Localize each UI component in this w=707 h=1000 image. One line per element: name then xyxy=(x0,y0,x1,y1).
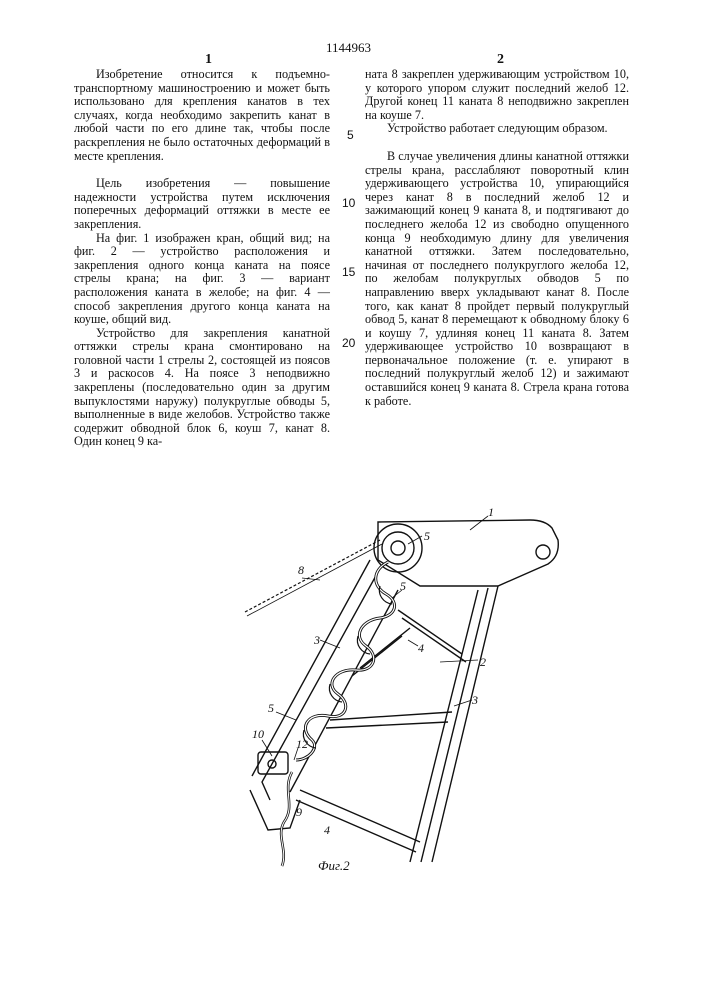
pulley-hub xyxy=(391,541,405,555)
figure-label: 4 xyxy=(418,641,424,655)
line-marker: 5 xyxy=(347,128,354,142)
figure-label: 9 xyxy=(296,805,302,819)
paragraph: Устройство для закрепления канатной оттяжки стрелы крана смонтировано на головной части 1 стрелы 2, состоящей из поясов 3 и раскосов 4. На поясе 3 неподвижно закреплены (последовательно один за другим выпуклостями наружу) полукруглые обводы 5, выполненные в виде желобов. Устройство также содержит обводной блок 6, коуш 7, канат 8. Один конец 9 ка- xyxy=(74,325,330,449)
brace xyxy=(402,618,466,662)
figure-label: 10 xyxy=(252,727,264,741)
leader-line xyxy=(440,660,478,662)
figure-label: 8 xyxy=(298,563,304,577)
figure-caption: Фиг.2 xyxy=(318,858,350,873)
column-number-right: 2 xyxy=(497,52,504,67)
left-chord-outer xyxy=(262,572,378,800)
left-chord-flange xyxy=(252,560,370,776)
figure-label: 12 xyxy=(296,737,308,751)
rope-8-edge xyxy=(247,544,382,616)
figure-label: 3 xyxy=(314,633,320,647)
brace xyxy=(300,790,420,842)
figure-label: 4 xyxy=(324,823,330,837)
leader-line xyxy=(408,640,418,646)
figure-label: 1 xyxy=(488,505,494,519)
brace xyxy=(296,800,416,852)
leader-line xyxy=(470,516,488,530)
brace xyxy=(330,712,452,720)
line-marker: 15 xyxy=(342,265,356,279)
figure-label: 2 xyxy=(480,655,486,669)
patent-number: 1144963 xyxy=(326,40,372,55)
rope-8 xyxy=(245,540,380,612)
left-chord-inner xyxy=(290,590,398,792)
column-number-left: 1 xyxy=(205,52,212,67)
figure-label: 5 xyxy=(424,529,430,543)
line-marker: 10 xyxy=(342,196,356,210)
brace xyxy=(326,722,448,728)
right-chord-inner xyxy=(432,586,498,862)
paragraph: В случае увеличения длины канатной оттяжки стрелы крана, расслабляют поворотный клин удерживающего устройства 10, упирающийся через канат 8 в последний желоб 12 и зажимающий конец 9 каната 8, и подтягивают до последнего желоба 12 из свободно опущенного конца 9 необходимую длину для увеличения канатной оттяжки. Затем последовательно, начиная от последнего полукруглого желоба 12, по желобам полукруглых обводов 5 по направлению вверх укладывают канат 8. После того, как канат 8 пройдет первый полукруглый обвод 5, канат 8 перемещают к обводному блоку 6 и коушу 7, удлиняя конец 11 каната 8. Затем удерживающее устройство 10 возвращают в первоначальное положение (т. е. упирают в последний полукруглый желоб 12) и зажимают оставшийся конец 9 каната 8. Стрела крана готова к работе. xyxy=(365,148,629,408)
line-marker: 20 xyxy=(342,336,356,350)
head-pin xyxy=(536,545,550,559)
right-chord-web xyxy=(421,588,488,862)
paragraph: На фиг. 1 изображен кран, общий вид; на фиг. 2 — устройство расположения и закрепления одного конца каната на поясе стрелы крана; на фиг. 3 — вариант расположения каната в желобе; на фиг. 4 — способ закрепления другого конца каната на коуше, общий вид. xyxy=(74,230,330,327)
figure-label: 5 xyxy=(400,579,406,593)
rope-end-9 xyxy=(281,772,292,866)
boom-head-outline xyxy=(378,520,558,586)
paragraph: Изобретение относится к подъемно-транспортному машиностроению и может быть использовано для крепления канатов в тех случаях, когда необходимо закрепить канат в любой части по его длине так, чтобы после раскрепления не было остаточных деформаций в месте крепления. xyxy=(74,67,330,163)
pulley-inner xyxy=(382,532,414,564)
brace xyxy=(398,610,462,654)
paragraph: Устройство работает следующим образом. xyxy=(387,121,608,136)
figure-label: 3 xyxy=(472,693,478,707)
figure-label: 5 xyxy=(268,701,274,715)
paragraph: ната 8 закреплен удерживающим устройством 10, у которого упором служит последний желоб 12. Другой конец 11 каната 8 неподвижно закреплен на коуше 7. xyxy=(365,67,629,122)
paragraph: Цель изобретения — повышение надежности устройства путем исключения поперечных деформаций оттяжки в месте ее закрепления. xyxy=(74,176,330,231)
bottom-plate xyxy=(250,790,300,830)
